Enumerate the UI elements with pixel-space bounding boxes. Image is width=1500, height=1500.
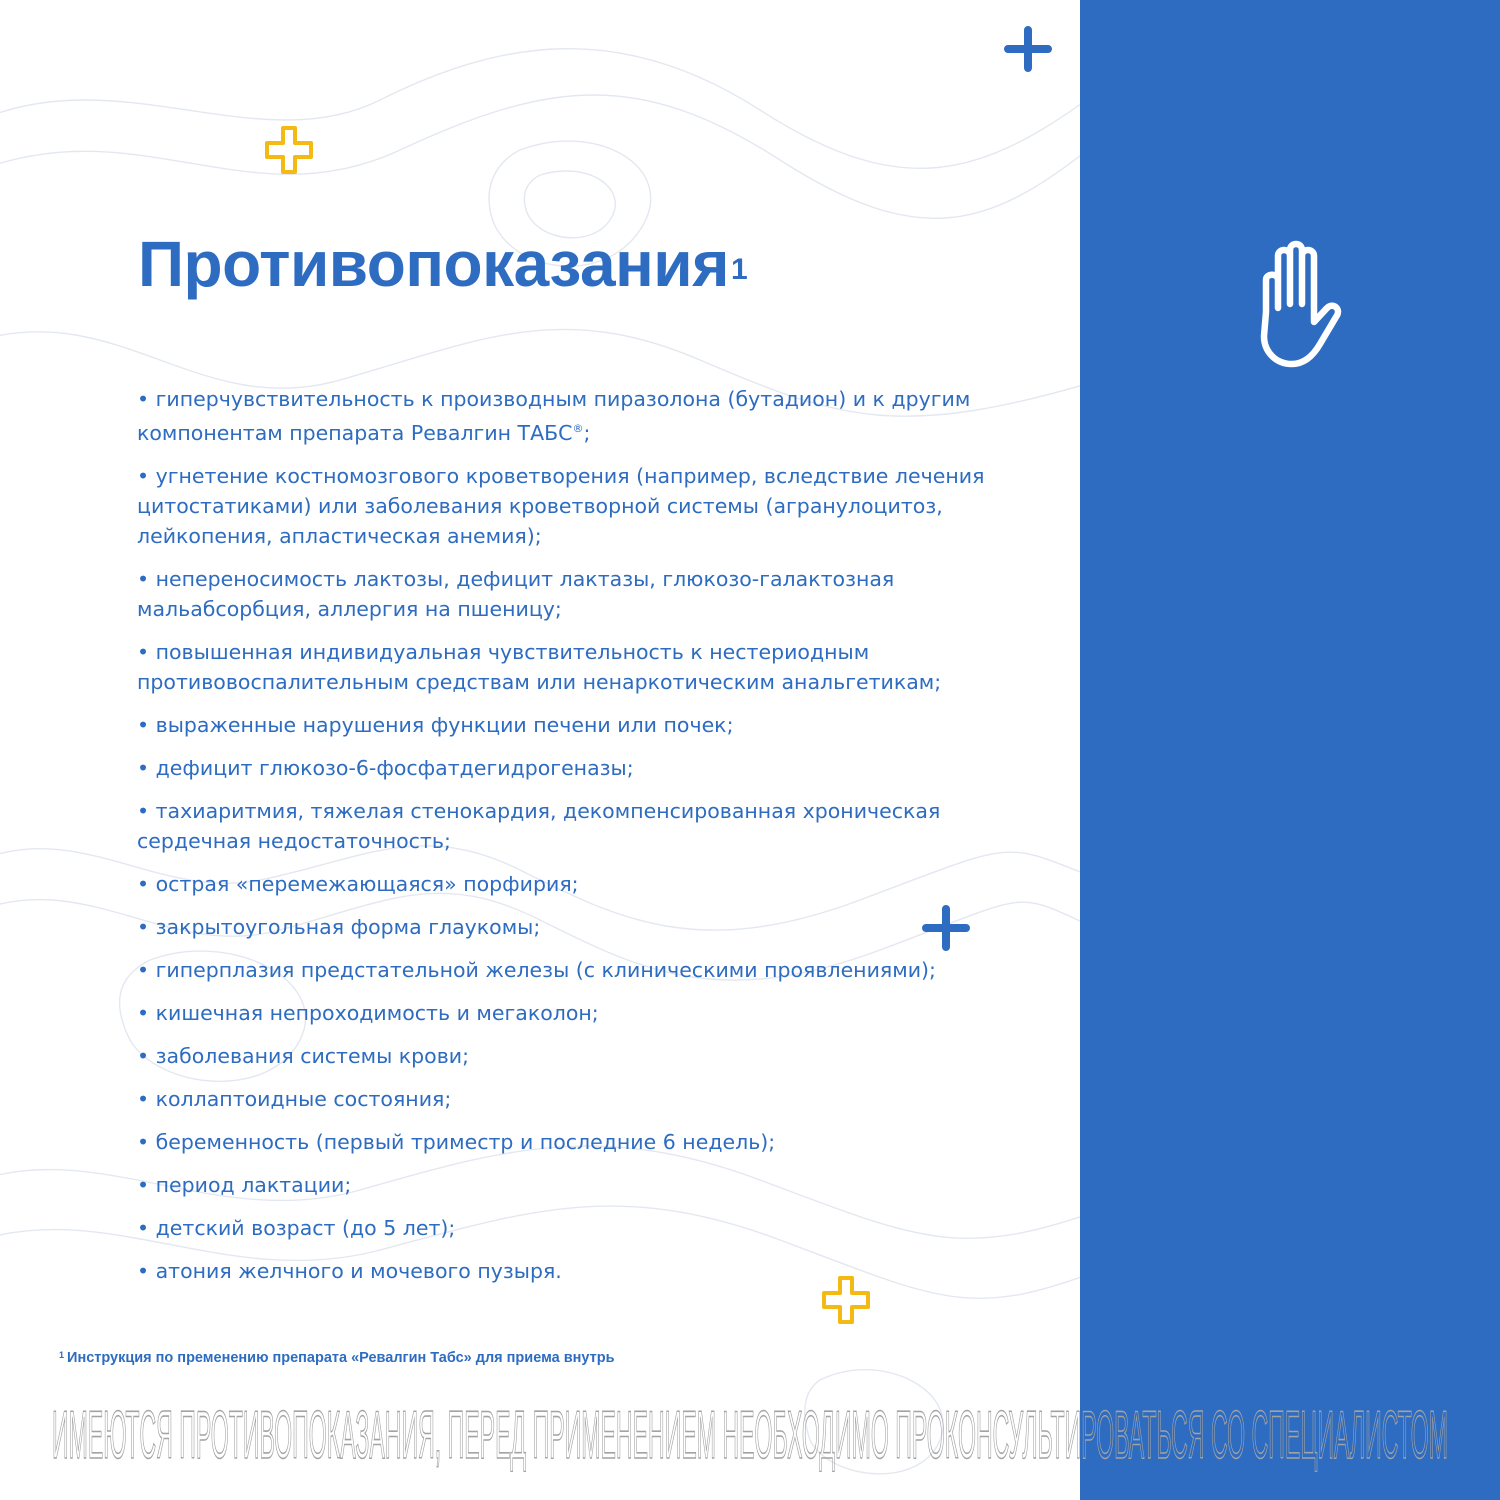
plus-icon [1004, 26, 1052, 72]
list-item-text: • гиперчувствительность к производным пиразолона (бутадион) и к другим компонентам препарата Ревалгин ТАБС [137, 387, 971, 445]
list-item: • повышенная индивидуальная чувствительность к нестериодным противовоспалительным средствам или ненаркотическим анальгетикам; [137, 639, 942, 694]
list-item: • угнетение костномозгового кроветворения (например, вследствие лечения цитостатиками) или заболевания кроветворной системы (агранулоцитоз, лейкопения, апластическая анемия); [137, 463, 985, 548]
list-item: • период лактации; [137, 1172, 352, 1197]
list-item: • детский возраст (до 5 лет); [137, 1215, 456, 1240]
list-item [137, 384, 997, 448]
list-item: • выраженные нарушения функции печени или почек; [137, 712, 734, 737]
disclaimer-banner [52, 1392, 1448, 1472]
stop-hand-icon [1248, 238, 1346, 372]
page-title-text: Противопоказания [138, 228, 729, 300]
footnote-text: Инструкция по пременению препарата «Ревалгин Табс» для приема внутрь [67, 1350, 615, 1366]
list-item-tail: ; [583, 420, 591, 445]
list-item: • атония желчного и мочевого пузыря. [137, 1258, 562, 1283]
plus-outline-icon [262, 124, 316, 176]
page-title [138, 224, 747, 304]
list-item: • гиперплазия предстательной железы (с клиническими проявлениями); [137, 957, 936, 982]
list-item: • дефицит глюкозо-6-фосфатдегидрогеназы; [137, 755, 634, 780]
list-item: • заболевания системы крови; [137, 1043, 470, 1068]
list-item: • тахиаритмия, тяжелая стенокардия, декомпенсированная хроническая сердечная недостаточность; [137, 798, 941, 853]
disclaimer-text: ИМЕЮТСЯ ПРОТИВОПОКАЗАНИЯ, ПЕРЕД ПРИМЕНЕНИЕМ НЕОБХОДИМО ПРОКОНСУЛЬТИРОВАТЬСЯ СО СПЕЦИАЛИСТОМ [52, 1397, 1448, 1472]
title-footnote-mark: 1 [730, 253, 748, 286]
list-item: • непереносимость лактозы, дефицит лактазы, глюкозо-галактозная мальабсорбция, аллергия на пшеницу; [137, 566, 895, 621]
side-panel [1080, 0, 1500, 1500]
footnote [59, 1350, 615, 1366]
footnote-mark: 1 [59, 1350, 65, 1360]
list-item: • беременность (первый триместр и последние 6 недель); [137, 1129, 776, 1154]
list-item: • коллаптоидные состояния; [137, 1086, 452, 1111]
list-item: • острая «перемежающаяся» порфирия; [137, 871, 579, 896]
list-item: • закрытоугольная форма глаукомы; [137, 914, 541, 939]
contraindications-list [137, 384, 997, 1299]
list-item: • кишечная непроходимость и мегаколон; [137, 1000, 599, 1025]
trademark-mark: ® [572, 422, 584, 435]
